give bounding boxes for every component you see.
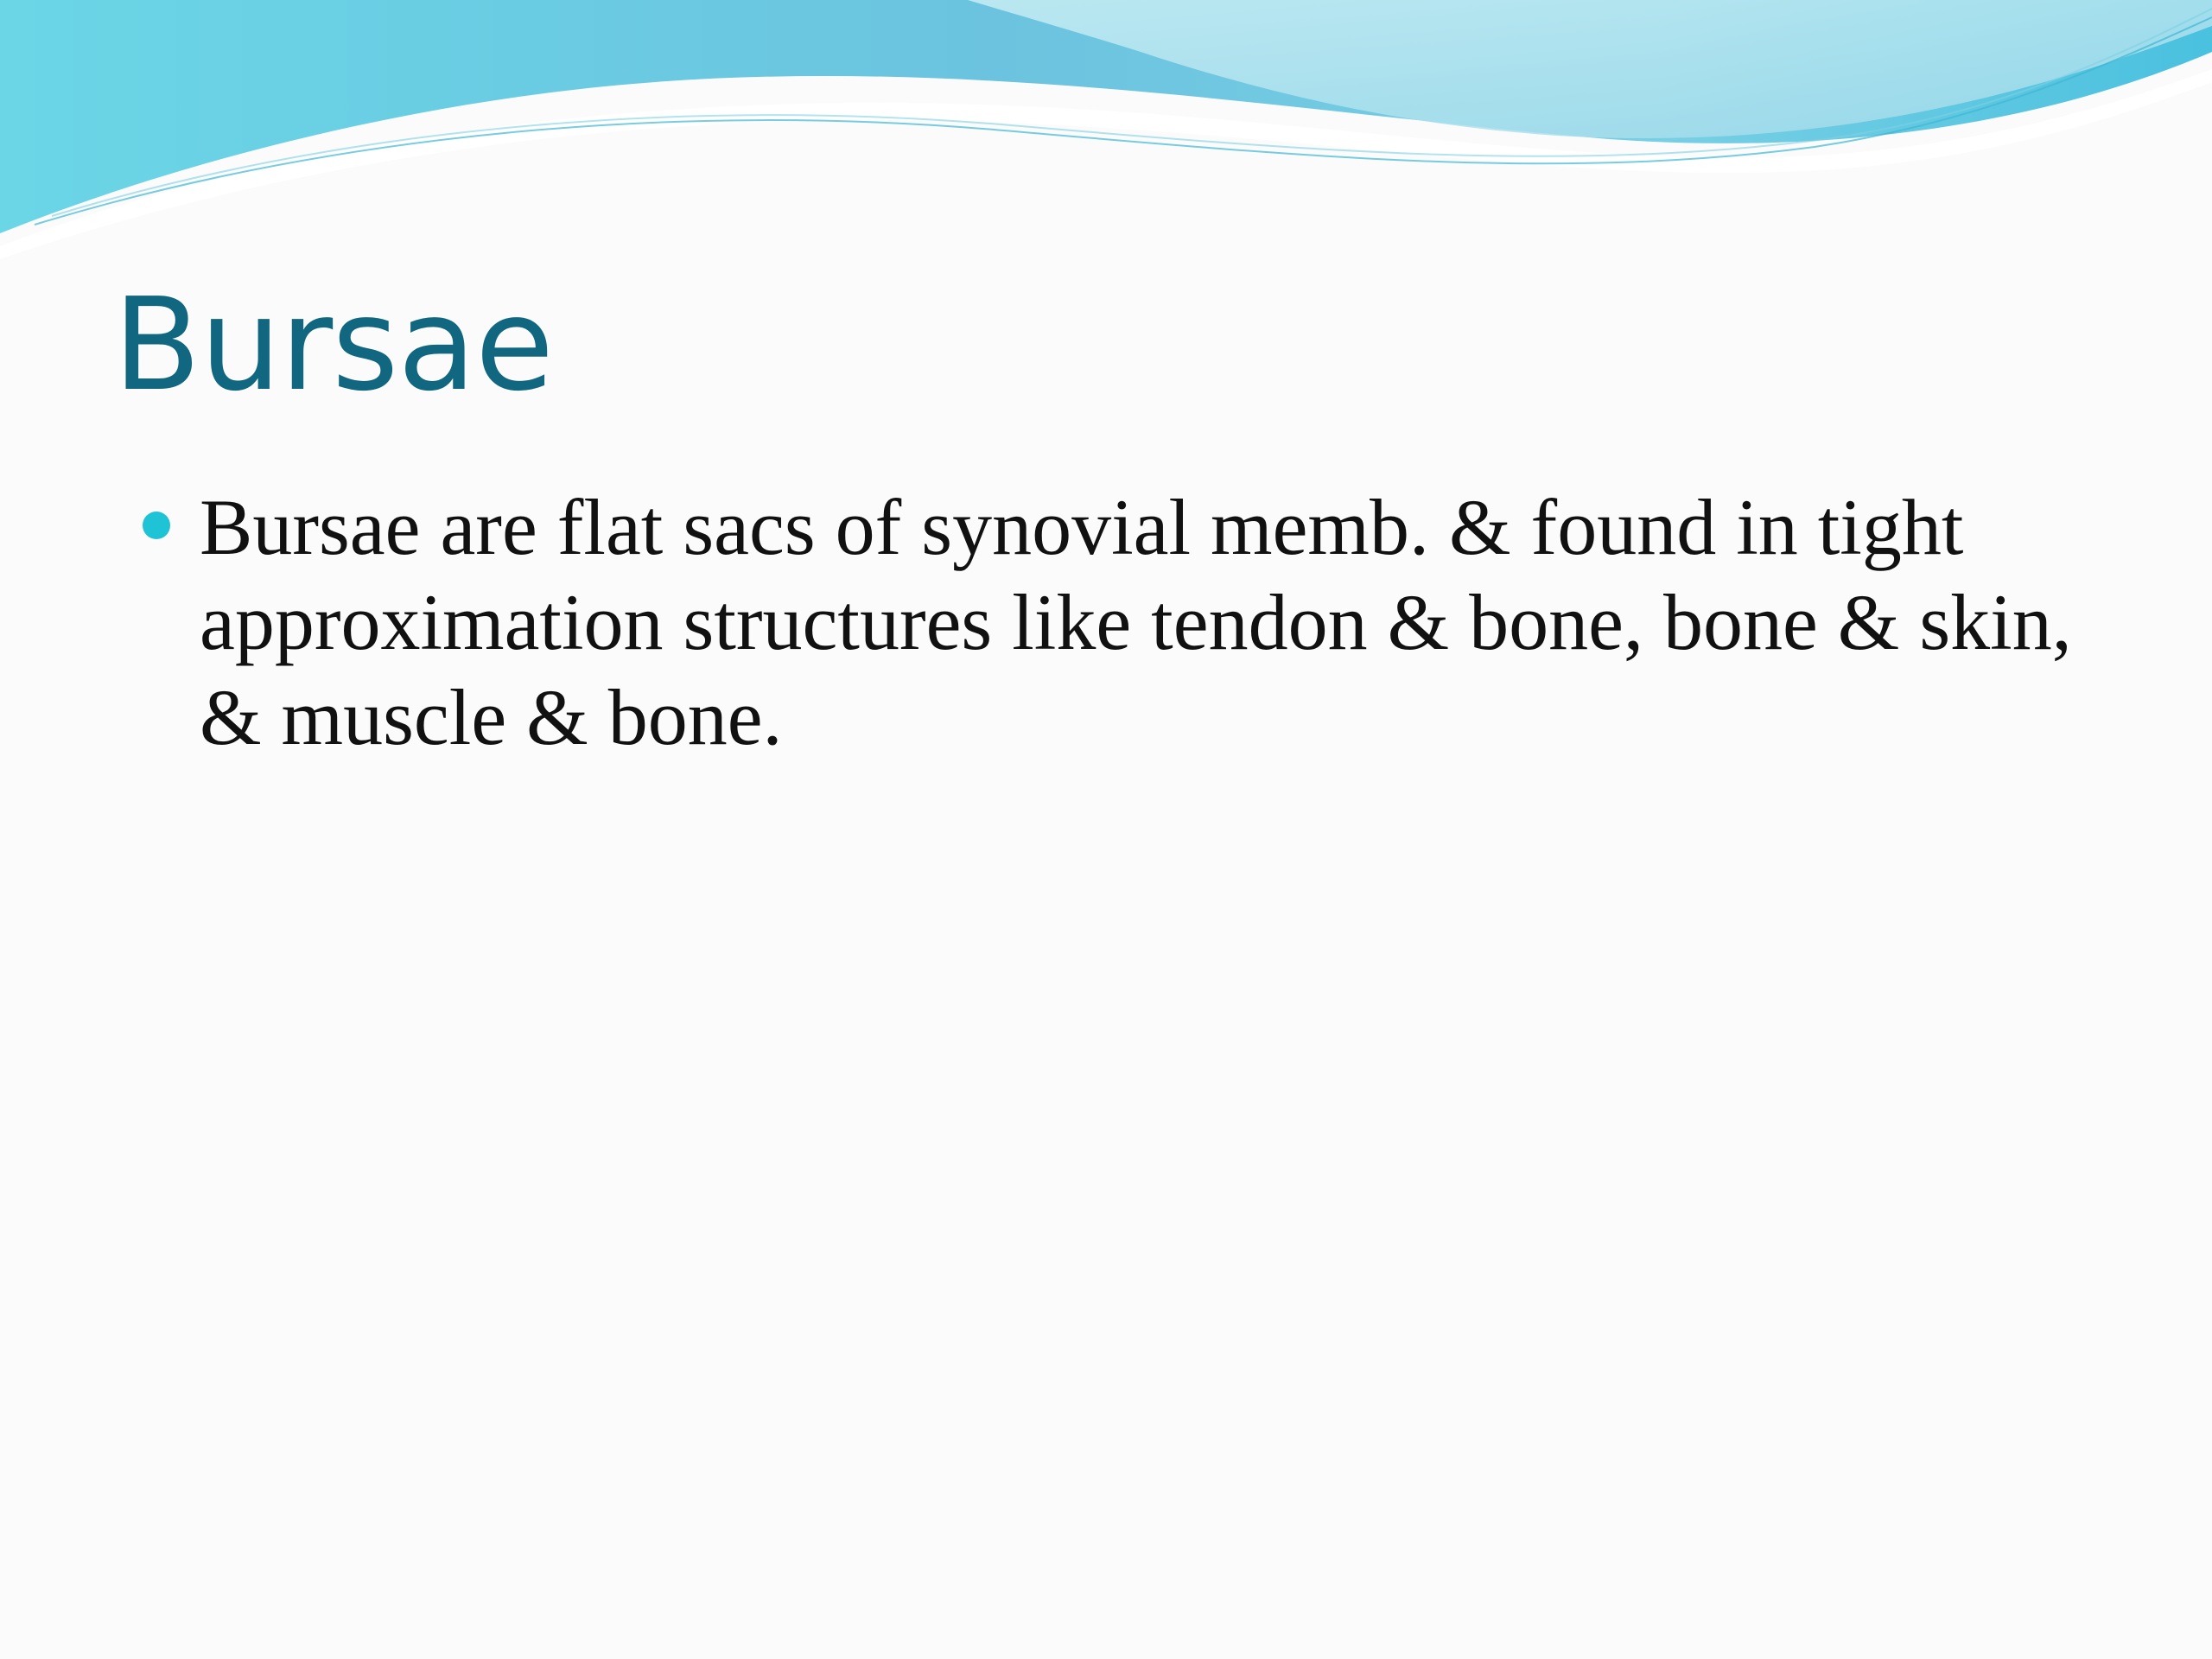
slide-body xyxy=(138,480,2091,765)
slide-title: Bursae xyxy=(113,270,554,419)
bullet-list xyxy=(138,480,2091,765)
list-item xyxy=(138,480,2091,765)
bullet-text: Bursae are flat sacs of synovial memb. & found in tight approximation structures like tendon & bone, bone & skin, & muscle & bone. xyxy=(200,483,2072,761)
bullet-dot-icon xyxy=(143,512,170,539)
header-wave-decoration xyxy=(0,0,2212,259)
